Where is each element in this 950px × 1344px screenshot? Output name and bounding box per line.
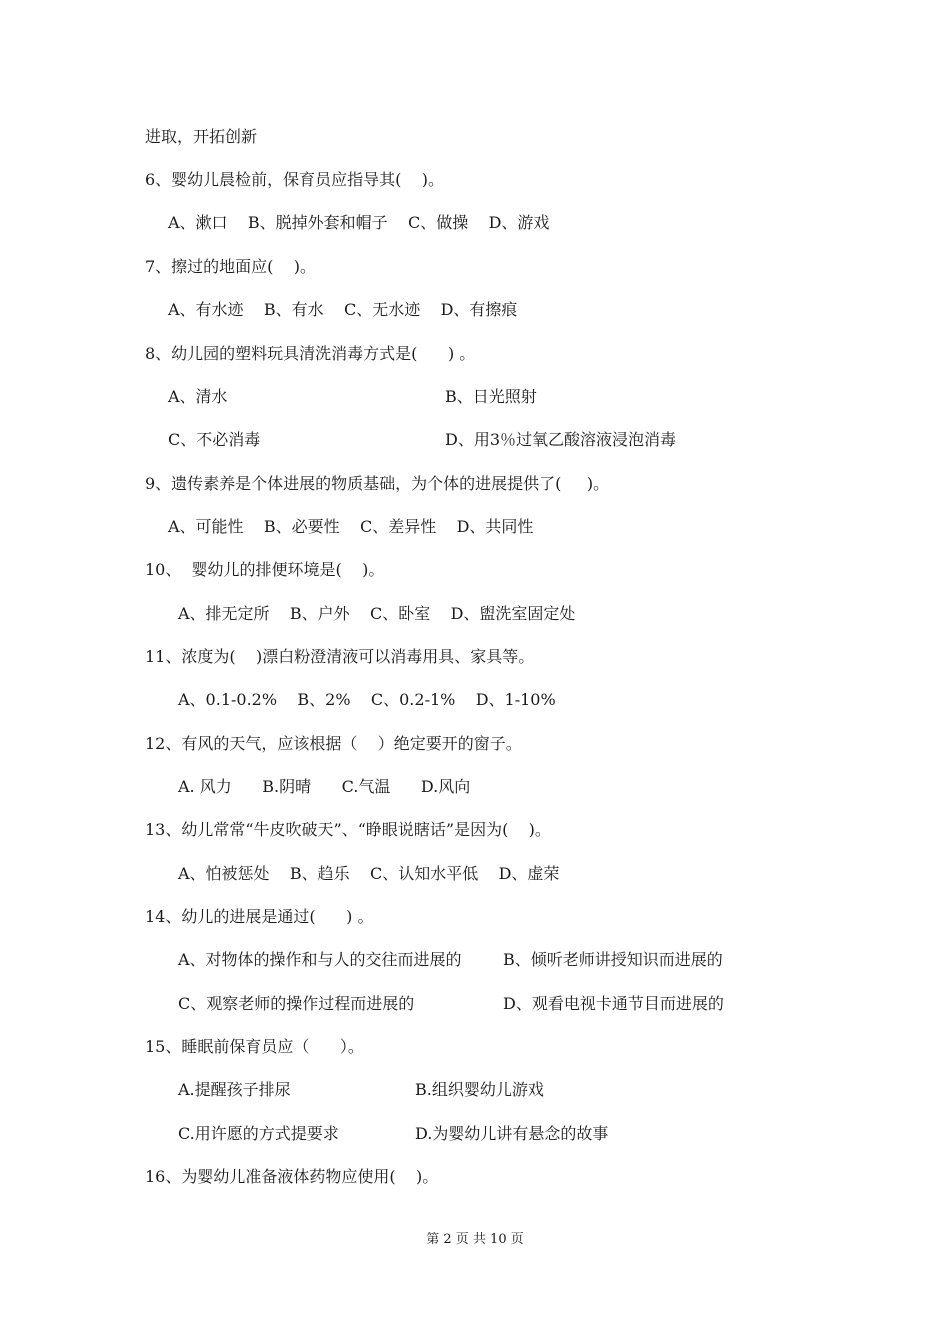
- page-footer: 第 2 页 共 10 页: [426, 1232, 524, 1247]
- text-line: 进取，开拓创新: [145, 127, 258, 146]
- option-14d: D、观看电视卡通节目而进展的: [503, 994, 724, 1013]
- question-13: 13、幼儿常常“牛皮吹破天”、“睁眼说瞎话”是因为( )。: [145, 820, 551, 839]
- options-12: A. 风力 B.阴晴 C.气温 D.风向: [178, 777, 471, 796]
- option-8b: B、日光照射: [445, 387, 537, 406]
- options-9: A、可能性 B、必要性 C、差异性 D、共同性: [168, 517, 534, 536]
- option-15c: C.用许愿的方式提要求: [178, 1124, 339, 1143]
- options-13: A、怕被惩处 B、趋乐 C、认知水平低 D、虚荣: [178, 864, 560, 883]
- option-15a: A.提醒孩子排尿: [178, 1080, 291, 1099]
- question-7: 7、擦过的地面应( )。: [145, 257, 317, 276]
- option-8a: A、清水: [168, 387, 228, 406]
- option-15b: B.组织婴幼儿游戏: [415, 1080, 544, 1099]
- question-15: 15、睡眠前保育员应（ ）。: [145, 1037, 364, 1056]
- option-14b: B、倾听老师讲授知识而进展的: [503, 950, 723, 969]
- option-8c: C、不必消毒: [168, 430, 261, 449]
- options-10: A、排无定所 B、户外 C、卧室 D、盥洗室固定处: [178, 604, 576, 623]
- question-9: 9、遗传素养是个体进展的物质基础，为个体的进展提供了( )。: [145, 474, 610, 493]
- options-7: A、有水迹 B、有水 C、无水迹 D、有擦痕: [168, 300, 518, 319]
- options-11: A、0.1-0.2% B、2% C、0.2-1% D、1-10%: [178, 690, 556, 709]
- option-14a: A、对物体的操作和与人的交往而进展的: [178, 950, 462, 969]
- question-12: 12、有风的天气，应该根据（ ）绝定要开的窗子。: [145, 734, 522, 753]
- question-6: 6、婴幼儿晨检前，保育员应指导其( )。: [145, 170, 445, 189]
- question-8: 8、幼儿园的塑料玩具清洗消毒方式是( ) 。: [145, 344, 476, 363]
- question-14: 14、幼儿的进展是通过( ) 。: [145, 907, 374, 926]
- question-16: 16、为婴幼儿准备液体药物应使用( )。: [145, 1167, 439, 1186]
- question-10: 10、 婴幼儿的排便环境是( )。: [145, 560, 385, 579]
- option-15d: D.为婴幼儿讲有悬念的故事: [415, 1124, 609, 1143]
- option-8d: D、用3％过氧乙酸溶液浸泡消毒: [445, 430, 677, 449]
- question-11: 11、浓度为( )漂白粉澄清液可以消毒用具、家具等。: [145, 647, 535, 666]
- options-6: A、漱口 B、脱掉外套和帽子 C、做操 D、游戏: [168, 213, 550, 232]
- option-14c: C、观察老师的操作过程而进展的: [178, 994, 415, 1013]
